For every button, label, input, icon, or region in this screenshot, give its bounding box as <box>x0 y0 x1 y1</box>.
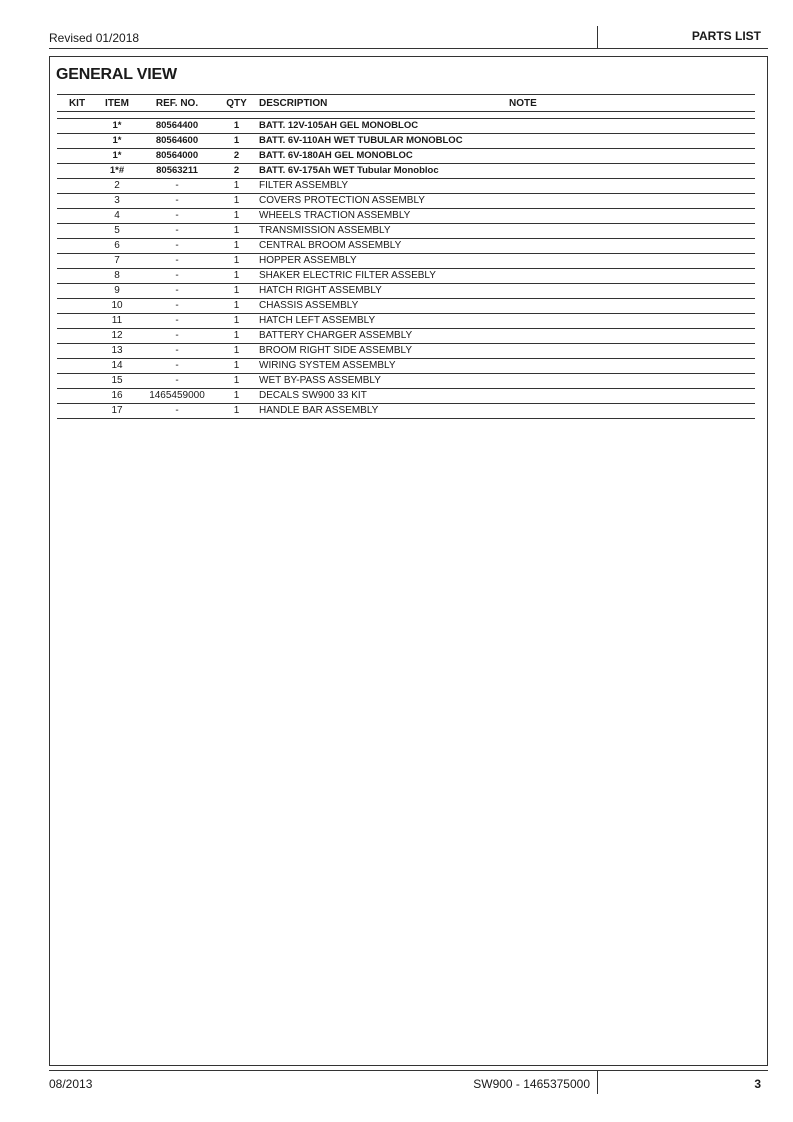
cell-qty: 1 <box>217 179 256 194</box>
cell-kit <box>57 269 97 284</box>
cell-qty: 1 <box>217 389 256 404</box>
cell-ref: - <box>137 194 217 209</box>
table-row <box>57 284 755 299</box>
col-kit-header: KIT <box>57 95 97 112</box>
cell-item: 11 <box>97 314 137 329</box>
table-row <box>57 209 755 224</box>
table-row <box>57 119 755 134</box>
cell-desc: DECALS SW900 33 KIT <box>256 389 509 404</box>
table-row <box>57 254 755 269</box>
footer-divider <box>597 1070 598 1094</box>
cell-qty: 1 <box>217 269 256 284</box>
header-divider <box>597 26 598 48</box>
cell-note <box>509 164 755 179</box>
footer-date: 08/2013 <box>49 1077 93 1091</box>
cell-kit <box>57 149 97 164</box>
table-row <box>57 374 755 389</box>
table-row <box>57 224 755 239</box>
cell-qty: 1 <box>217 224 256 239</box>
cell-note <box>509 404 755 419</box>
cell-kit <box>57 284 97 299</box>
cell-qty: 2 <box>217 149 256 164</box>
cell-ref: - <box>137 239 217 254</box>
cell-qty: 2 <box>217 164 256 179</box>
cell-kit <box>57 299 97 314</box>
cell-note <box>509 119 755 134</box>
cell-ref: - <box>137 254 217 269</box>
cell-qty: 1 <box>217 254 256 269</box>
cell-qty: 1 <box>217 329 256 344</box>
section-label: PARTS LIST <box>691 29 761 43</box>
cell-note <box>509 254 755 269</box>
table-row <box>57 314 755 329</box>
table-row <box>57 134 755 149</box>
cell-ref: 80564000 <box>137 149 217 164</box>
cell-desc: CENTRAL BROOM ASSEMBLY <box>256 239 509 254</box>
page-number: 3 <box>754 1077 761 1091</box>
cell-kit <box>57 344 97 359</box>
cell-note <box>509 149 755 164</box>
cell-ref: - <box>137 374 217 389</box>
cell-note <box>509 389 755 404</box>
cell-kit <box>57 254 97 269</box>
cell-note <box>509 284 755 299</box>
table-row <box>57 329 755 344</box>
cell-kit <box>57 389 97 404</box>
col-note-header <box>509 95 755 112</box>
table-row <box>57 299 755 314</box>
cell-kit <box>57 224 97 239</box>
cell-ref: 80563211 <box>137 164 217 179</box>
table-row <box>57 239 755 254</box>
table-row <box>57 164 755 179</box>
cell-kit <box>57 374 97 389</box>
cell-desc: CHASSIS ASSEMBLY <box>256 299 509 314</box>
cell-ref: - <box>137 404 217 419</box>
cell-kit <box>57 314 97 329</box>
cell-item: 2 <box>97 179 137 194</box>
footer-model: SW900 - 1465375000 <box>473 1077 590 1091</box>
cell-desc: HANDLE BAR ASSEMBLY <box>256 404 509 419</box>
cell-item: 1* <box>97 119 137 134</box>
table-row <box>57 269 755 284</box>
cell-item: 15 <box>97 374 137 389</box>
cell-note <box>509 329 755 344</box>
cell-ref: - <box>137 344 217 359</box>
cell-ref: - <box>137 269 217 284</box>
cell-qty: 1 <box>217 284 256 299</box>
cell-item: 1*# <box>97 164 137 179</box>
cell-desc: TRANSMISSION ASSEMBLY <box>256 224 509 239</box>
cell-item: 5 <box>97 224 137 239</box>
cell-desc: SHAKER ELECTRIC FILTER ASSEBLY <box>256 269 509 284</box>
cell-qty: 1 <box>217 359 256 374</box>
cell-ref: - <box>137 299 217 314</box>
col-item-header: ITEM <box>97 95 137 112</box>
cell-kit <box>57 194 97 209</box>
cell-note <box>509 359 755 374</box>
cell-desc: FILTER ASSEMBLY <box>256 179 509 194</box>
cell-kit <box>57 179 97 194</box>
cell-desc: BROOM RIGHT SIDE ASSEMBLY <box>256 344 509 359</box>
cell-item: 4 <box>97 209 137 224</box>
cell-ref: - <box>137 314 217 329</box>
cell-note <box>509 239 755 254</box>
cell-qty: 1 <box>217 119 256 134</box>
cell-desc: BATT. 6V-180AH GEL MONOBLOC <box>256 149 509 164</box>
cell-desc: HOPPER ASSEMBLY <box>256 254 509 269</box>
cell-item: 8 <box>97 269 137 284</box>
table-row <box>57 344 755 359</box>
table-row <box>57 149 755 164</box>
cell-note <box>509 194 755 209</box>
cell-kit <box>57 359 97 374</box>
cell-note <box>509 134 755 149</box>
cell-desc: WHEELS TRACTION ASSEMBLY <box>256 209 509 224</box>
cell-desc: COVERS PROTECTION ASSEMBLY <box>256 194 509 209</box>
cell-qty: 1 <box>217 374 256 389</box>
cell-item: 7 <box>97 254 137 269</box>
cell-desc: BATT. 6V-110AH WET TUBULAR MONOBLOC <box>256 134 509 149</box>
cell-item: 10 <box>97 299 137 314</box>
cell-qty: 1 <box>217 209 256 224</box>
cell-ref: 80564600 <box>137 134 217 149</box>
col-ref-header: REF. NO. <box>137 95 217 112</box>
cell-note <box>509 314 755 329</box>
cell-kit <box>57 119 97 134</box>
cell-kit <box>57 404 97 419</box>
cell-item: 16 <box>97 389 137 404</box>
cell-desc: BATT. 12V-105AH GEL MONOBLOC <box>256 119 509 134</box>
cell-desc: BATTERY CHARGER ASSEMBLY <box>256 329 509 344</box>
cell-note <box>509 299 755 314</box>
cell-note <box>509 224 755 239</box>
page-title: GENERAL VIEW <box>56 66 177 83</box>
cell-item: 13 <box>97 344 137 359</box>
col-desc-header: DESCRIPTION <box>256 95 509 112</box>
col-qty-header: QTY <box>217 95 256 112</box>
cell-qty: 1 <box>217 404 256 419</box>
cell-desc: BATT. 6V-175Ah WET Tubular Monobloc <box>256 164 509 179</box>
table-spacer-row <box>57 112 755 119</box>
cell-ref: 80564400 <box>137 119 217 134</box>
cell-qty: 1 <box>217 239 256 254</box>
parts-table <box>57 94 755 419</box>
table-row <box>57 404 755 419</box>
cell-qty: 1 <box>217 314 256 329</box>
cell-ref: - <box>137 209 217 224</box>
cell-qty: 1 <box>217 299 256 314</box>
footer-rule <box>49 1070 768 1071</box>
cell-item: 1* <box>97 134 137 149</box>
cell-desc: WIRING SYSTEM ASSEMBLY <box>256 359 509 374</box>
table-header-row <box>57 95 755 112</box>
cell-ref: - <box>137 179 217 194</box>
cell-item: 3 <box>97 194 137 209</box>
cell-note <box>509 269 755 284</box>
cell-ref: - <box>137 359 217 374</box>
cell-kit <box>57 164 97 179</box>
cell-ref: - <box>137 224 217 239</box>
cell-ref: - <box>137 329 217 344</box>
cell-item: 14 <box>97 359 137 374</box>
cell-desc: WET BY-PASS ASSEMBLY <box>256 374 509 389</box>
cell-item: 17 <box>97 404 137 419</box>
col-note-label: NOTE <box>509 97 537 109</box>
cell-note <box>509 374 755 389</box>
cell-kit <box>57 209 97 224</box>
revised-date: Revised 01/2018 <box>49 31 140 45</box>
cell-kit <box>57 329 97 344</box>
table-row <box>57 389 755 404</box>
cell-item: 6 <box>97 239 137 254</box>
header-rule <box>49 48 768 49</box>
cell-item: 12 <box>97 329 137 344</box>
cell-desc: HATCH RIGHT ASSEMBLY <box>256 284 509 299</box>
cell-ref: - <box>137 284 217 299</box>
cell-qty: 1 <box>217 134 256 149</box>
cell-note <box>509 344 755 359</box>
cell-item: 9 <box>97 284 137 299</box>
cell-note <box>509 209 755 224</box>
cell-qty: 1 <box>217 344 256 359</box>
cell-qty: 1 <box>217 194 256 209</box>
cell-kit <box>57 134 97 149</box>
cell-desc: HATCH LEFT ASSEMBLY <box>256 314 509 329</box>
cell-kit <box>57 239 97 254</box>
cell-item: 1* <box>97 149 137 164</box>
table-row <box>57 194 755 209</box>
cell-note <box>509 179 755 194</box>
cell-ref: 1465459000 <box>137 389 217 404</box>
table-row <box>57 359 755 374</box>
table-row <box>57 179 755 194</box>
